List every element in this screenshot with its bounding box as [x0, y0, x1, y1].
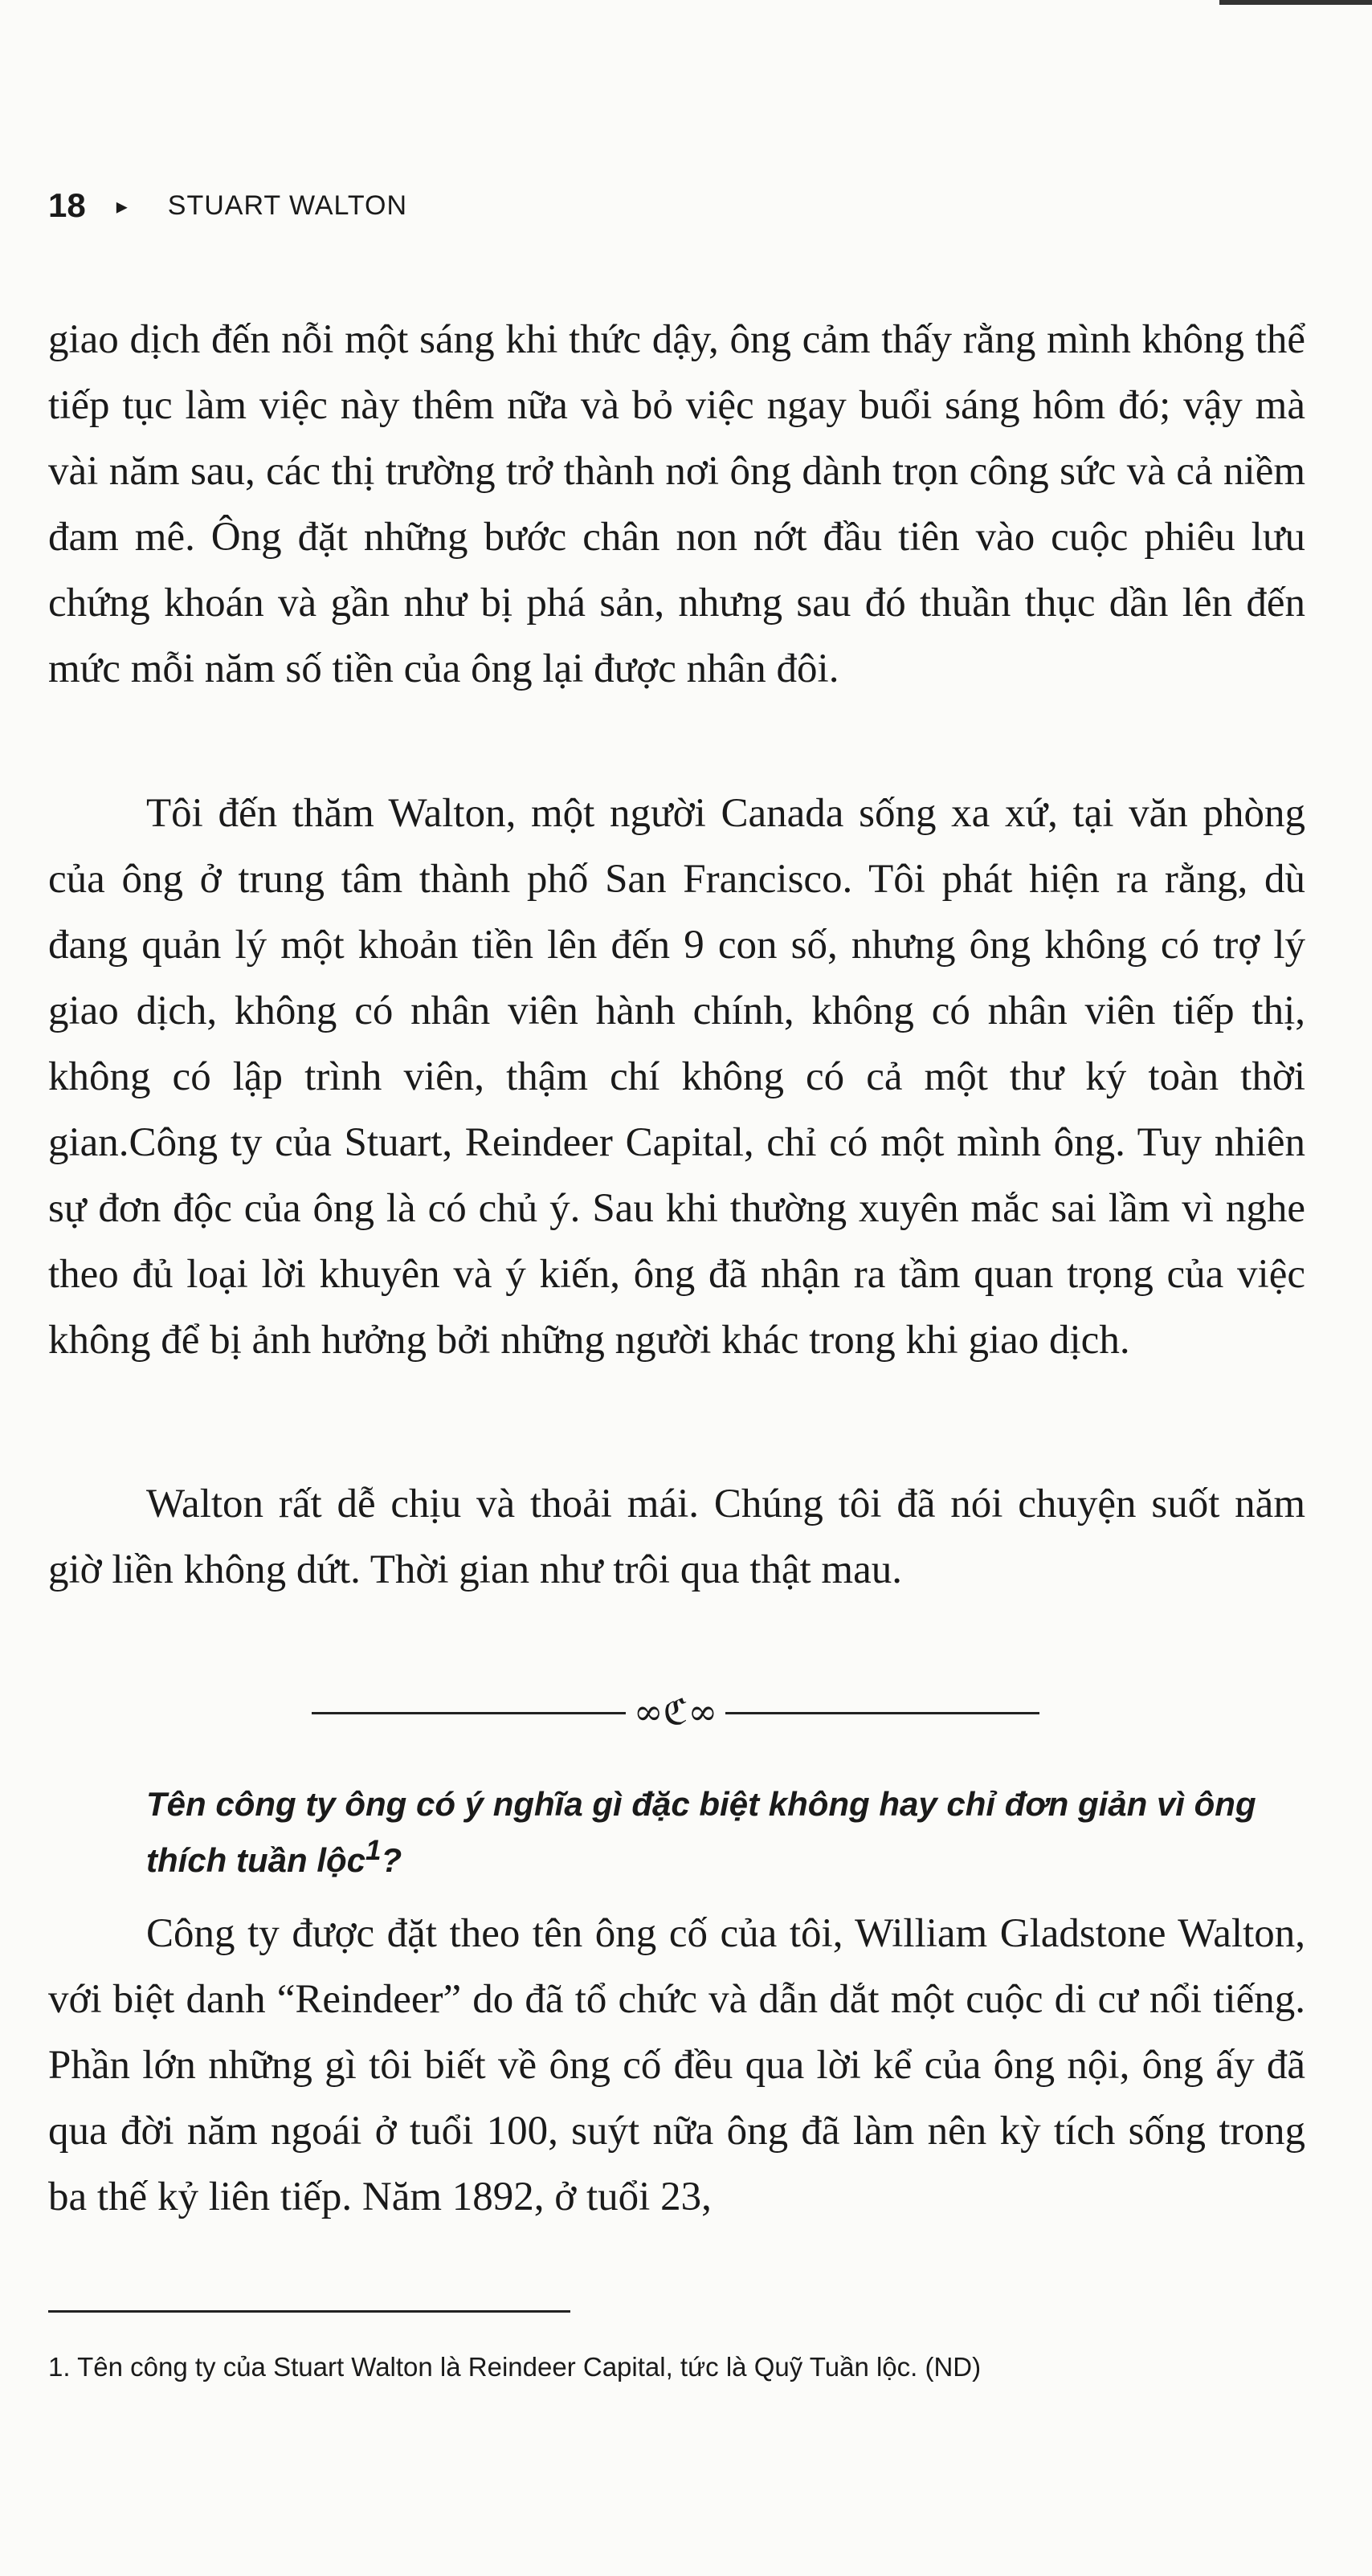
paragraph-3: Walton rất dễ chịu và thoải mái. Chúng tôi đã nói chuyện suốt năm giờ liền không dứt. Thời gian như trôi qua thật mau.: [48, 1482, 1305, 1592]
footnote-rule: [48, 2310, 570, 2313]
paragraph-1: giao dịch đến nỗi một sáng khi thức dậy, ông cảm thấy rằng mình không thể tiếp tục làm việc này thêm nữa và bỏ việc ngay buổi sáng hôm đó; vậy mà vài năm sau, các thị trường trở thành nơi ông dành trọn công sức và cả niềm đam mê. Ông đặt những bước chân non nớt đầu tiên vào cuộc phiêu lưu chứng khoán và gần như bị phá sản, nhưng sau đó thuần thục dần lên đến mức mỗi năm số tiền của ông lại được nhân đôi.: [48, 317, 1305, 691]
running-head: STUART WALTON: [167, 190, 408, 221]
separator-line-right: [725, 1712, 1039, 1714]
page-header: [48, 186, 407, 225]
answer-paragraph: Công ty được đặt theo tên ông cố của tôi, William Gladstone Walton, với biệt danh “Reindeer” do đã tổ chức và dẫn dắt một cuộc di cư nổi tiếng. Phần lớn những gì tôi biết về ông cố đều qua lời kể của ông nội, ông ấy đã qua đời năm ngoái ở tuổi 100, suýt nữa ông đã làm nên kỳ tích sống trong ba thế kỷ liên tiếp. Năm 1892, ở tuổi 23,: [48, 1911, 1305, 2219]
page-number: 18: [48, 186, 86, 224]
question-end: ?: [381, 1841, 402, 1879]
interview-question: [146, 1781, 1303, 1884]
top-edge-rule: [1219, 0, 1372, 5]
footnote-ref: 1: [365, 1835, 382, 1866]
arrow-right-icon: ▸: [116, 193, 128, 218]
question-text: Tên công ty ông có ý nghĩa gì đặc biệt không hay chỉ đơn giản vì ông thích tuần lộc: [146, 1785, 1256, 1879]
separator-line-left: [312, 1712, 626, 1714]
footnote: 1. Tên công ty của Stuart Walton là Reindeer Capital, tức là Quỹ Tuần lộc. (ND): [48, 2352, 982, 2382]
paragraph-2: Tôi đến thăm Walton, một người Canada sống xa xứ, tại văn phòng của ông ở trung tâm thành phố San Francisco. Tôi phát hiện ra rằng, dù đang quản lý một khoản tiền lên đến 9 con số, nhưng ông không có trợ lý giao dịch, không có nhân viên hành chính, không có nhân viên tiếp thị, không có lập trình viên, thậm chí không có cả một thư ký toàn thời gian.Công ty của Stuart, Reindeer Capital, chỉ có một mình ông. Tuy nhiên sự đơn độc của ông là có chủ ý. Sau khi thường xuyên mắc sai lầm vì nghe theo đủ loại lời khuyên và ý kiến, ông đã nhận ra tầm quan trọng của việc không để bị ảnh hưởng bởi những người khác trong khi giao dịch.: [48, 791, 1305, 1363]
section-separator: [312, 1692, 1039, 1733]
ornament-icon: ∞ℭ∞: [633, 1692, 718, 1733]
